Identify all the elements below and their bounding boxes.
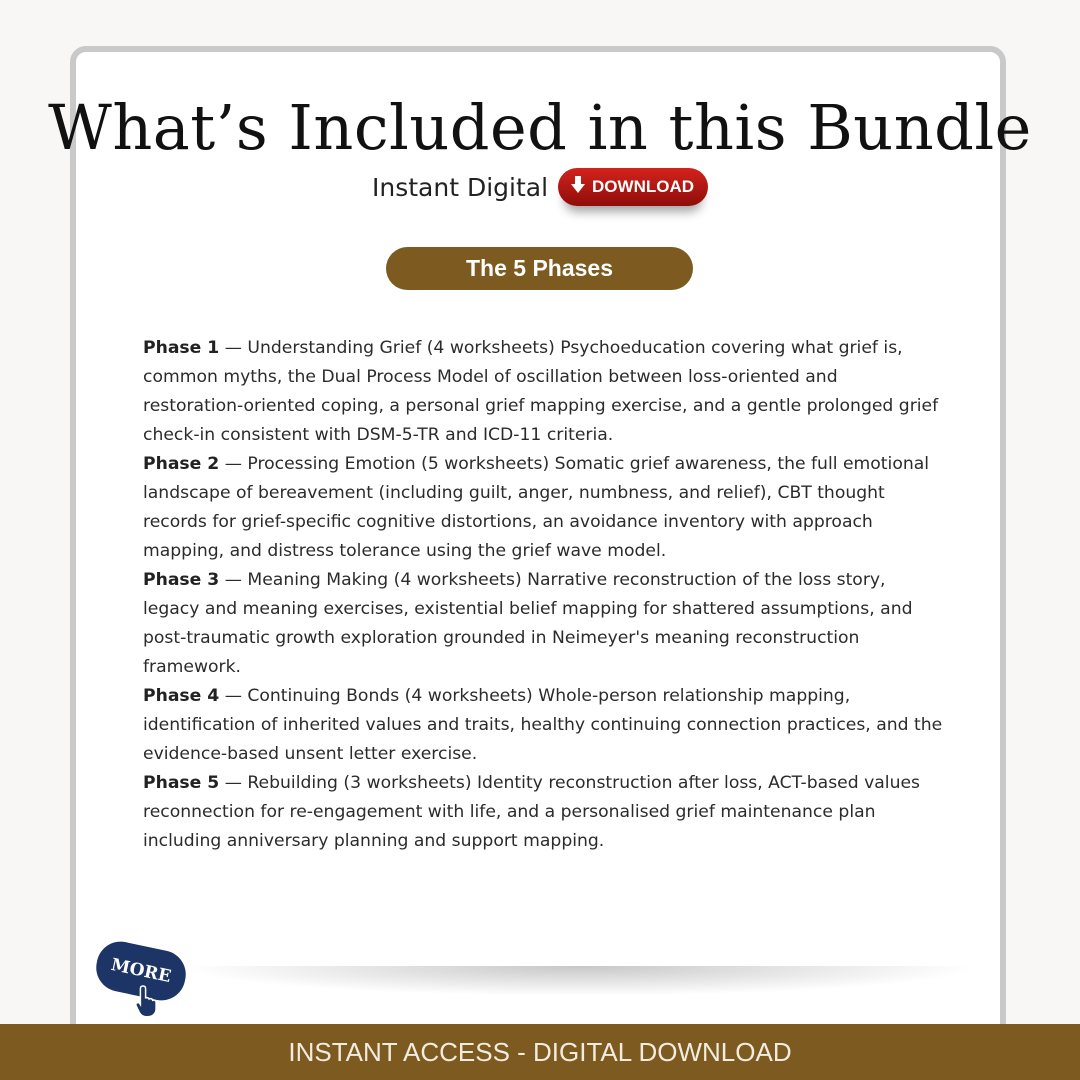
phase-description: — Meaning Making (4 worksheets) Narrative reconstruction of the loss story, legacy and meaning exercises, existential belief mapping for shattered assumptions, and post-traumatic growth exploration grounded in Neimeyer's meaning reconstruction framework. [143,570,913,677]
phases-pill-label: The 5 Phases [465,255,614,281]
phase-label: Phase 3 [143,570,220,590]
footer-text: INSTANT ACCESS - DIGITAL DOWNLOAD [288,1036,792,1067]
subtitle: Instant Digital [371,172,549,202]
phases-section-pill [386,247,693,290]
phase-label: Phase 1 [143,338,220,358]
phase-description: — Rebuilding (3 worksheets) Identity reconstruction after loss, ACT-based values reconnection for re-engagement with life, and a personalised grief maintenance plan including anniversary planning and support mapping. [143,773,921,851]
phase-description: — Processing Emotion (5 worksheets) Somatic grief awareness, the full emotional landscape of bereavement (including guilt, anger, numbness, and relief), CBT thought records for grief-specific cognitive distortions, an avoidance inventory with approach mapping, and distress tolerance using the grief wave model. [143,454,930,561]
download-arrow-icon [570,176,586,199]
phase-item [143,334,943,450]
more-button-label: MORE [109,954,173,988]
phase-item [143,566,943,682]
subtitle-row [0,165,1080,209]
download-badge[interactable] [558,168,708,206]
phase-label: Phase 5 [143,773,220,793]
phase-description: — Understanding Grief (4 worksheets) Psychoeducation covering what grief is, common myths, the Dual Process Model of oscillation between loss-oriented and restoration-oriented coping, a personal grief mapping exercise, and a gentle prolonged grief check-in consistent with DSM-5-TR and ICD-11 criteria. [143,338,939,445]
footer-banner [0,1024,1080,1080]
phase-item [143,769,943,856]
phase-label: Phase 4 [143,686,220,706]
phase-item [143,682,943,769]
download-label: DOWNLOAD [592,177,695,196]
phase-label: Phase 2 [143,454,220,474]
decorative-shadow [180,966,980,996]
page-title: What’s Included in this Bundle [48,91,1032,164]
phases-list [143,334,943,856]
pointing-hand-icon [134,984,160,1018]
phase-item [143,450,943,566]
phase-description: — Continuing Bonds (4 worksheets) Whole-person relationship mapping, identification of inherited values and traits, healthy continuing connection practices, and the evidence-based unsent letter exercise. [143,686,943,764]
